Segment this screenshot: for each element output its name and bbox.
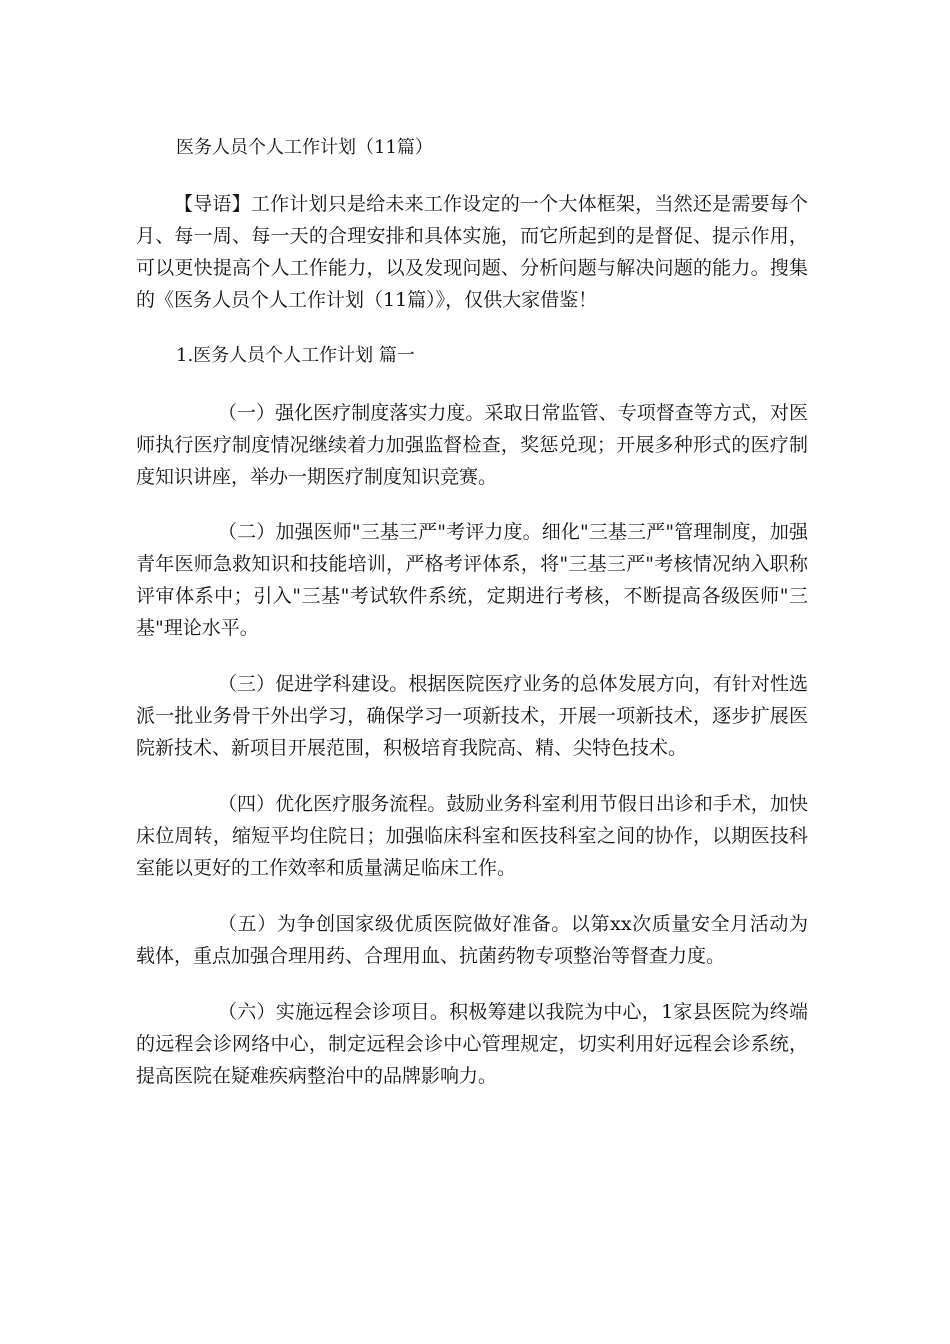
plan-item-1: （一）强化医疗制度落实力度。采取日常监管、专项督查等方式，对医师执行医疗制度情况继续着力加强监督检查，奖惩兑现；开展多种形式的医疗制度知识讲座，举办一期医疗制度知识竞赛。 — [136, 402, 808, 488]
document-title: 医务人员个人工作计划（11篇） — [176, 137, 433, 158]
plan-item-4: （四）优化医疗服务流程。鼓励业务科室利用节假日出诊和手术，加快床位周转，缩短平均住院日；加强临床科室和医技科室之间的协作，以期医技科室能以更好的工作效率和质量满足临床工作。 — [136, 793, 808, 879]
plan-item-5: （五）为争创国家级优质医院做好准备。以第xx次质量安全月活动为载体，重点加强合理用药、合理用血、抗菌药物专项整治等督查力度。 — [136, 913, 808, 967]
plan-item-6: （六）实施远程会诊项目。积极筹建以我院为中心，1家县医院为终端的远程会诊网络中心，制定远程会诊中心管理规定，切实利用好远程会诊系统，提高医院在疑难疾病整治中的品牌影响力。 — [136, 1001, 808, 1087]
plan-item-2: （二）加强医师"三基三严"考评力度。细化"三基三严"管理制度，加强青年医师急救知识和技能培训，严格考评体系，将"三基三严"考核情况纳入职称评审体系中；引入"三基"考试软件系统，定期进行考核，不断提高各级医师"三基"理论水平。 — [136, 521, 808, 639]
intro-paragraph: 【导语】工作计划只是给未来工作设定的一个大体框架，当然还是需要每个月、每一周、每一天的合理安排和具体实施，而它所起到的是督促、提示作用，可以更快提高个人工作能力，以及发现问题、分析问题与解决问题的能力。搜集的《医务人员个人工作计划（11篇）》，仅供大家借鉴！ — [136, 193, 808, 311]
plan-item-3: （三）促进学科建设。根据医院医疗业务的总体发展方向，有针对性选派一批业务骨干外出学习，确保学习一项新技术，开展一项新技术，逐步扩展医院新技术、新项目开展范围，积极培育我院高、精、尖特色技术。 — [136, 673, 808, 759]
section-heading: 1.医务人员个人工作计划 篇一 — [176, 345, 415, 366]
